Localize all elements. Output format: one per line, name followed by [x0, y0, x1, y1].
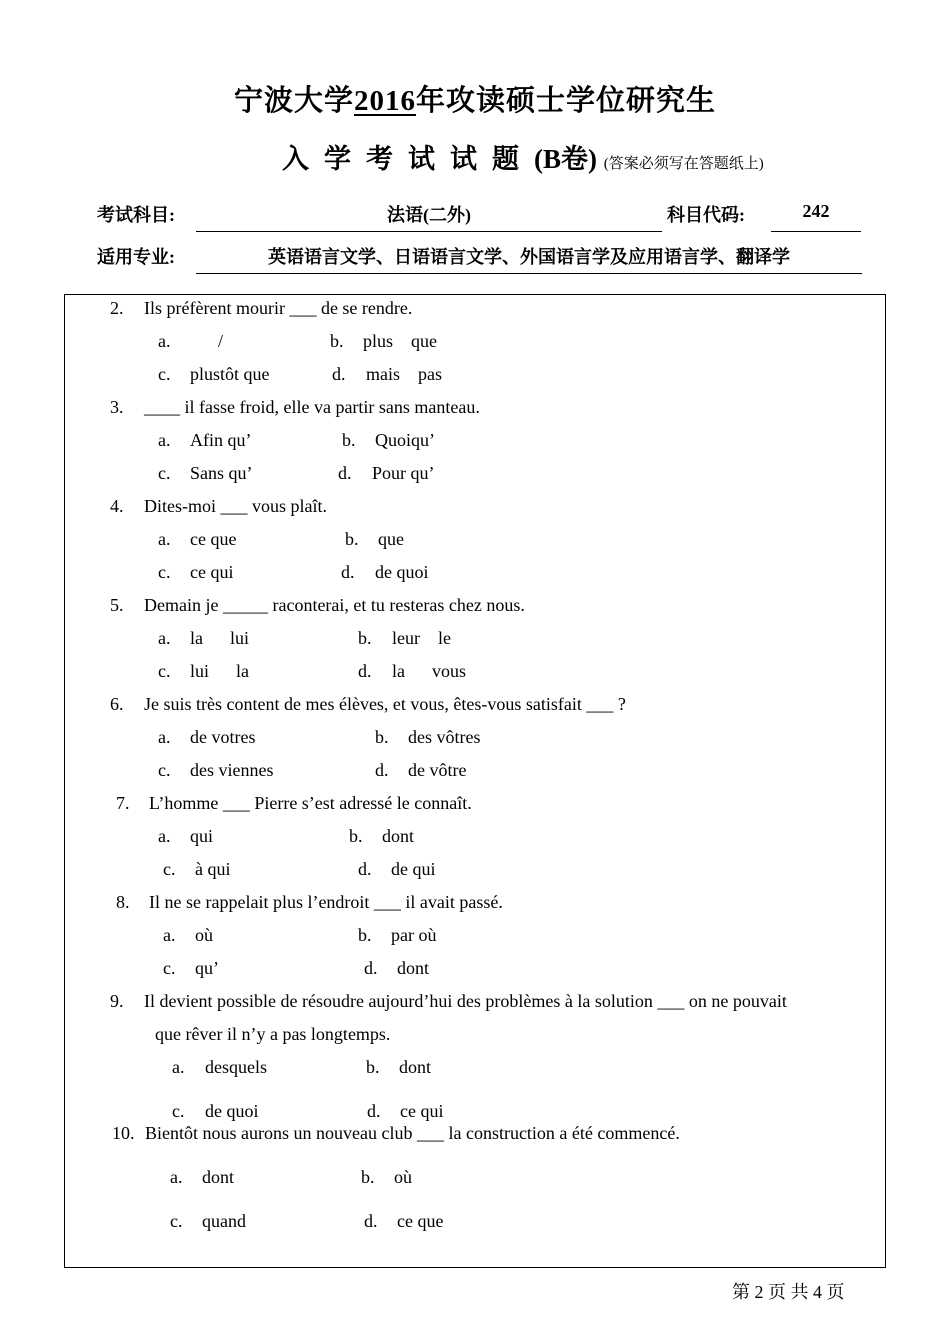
option-letter: c.	[170, 1211, 183, 1231]
option-text: dont	[397, 958, 430, 978]
option-text: de qui	[391, 859, 436, 879]
option-text: lui la	[190, 661, 249, 681]
question-text: Bientôt nous aurons un nouveau club ___ la construction a été commencé.	[145, 1123, 680, 1143]
question-number: 5.	[110, 595, 124, 615]
option-text: des viennes	[190, 760, 274, 780]
option-letter: a.	[163, 925, 176, 945]
option-letter: d.	[358, 661, 372, 681]
option-letter: c.	[163, 859, 176, 879]
title-suffix: 年攻读硕士学位研究生	[416, 85, 717, 117]
option-text: ce que	[190, 529, 237, 549]
option-text: Afin qu’	[190, 430, 252, 450]
option-letter: c.	[158, 661, 171, 681]
code-label: 科目代码:	[667, 205, 745, 225]
option-letter: c.	[158, 463, 171, 483]
option-text: que	[378, 529, 404, 549]
exam-title	[0, 78, 950, 119]
question-number: 8.	[116, 892, 130, 912]
option-letter: a.	[158, 826, 171, 846]
option-text: leur le	[392, 628, 451, 648]
option-text: plustôt que	[190, 364, 270, 384]
option-letter: b.	[358, 925, 372, 945]
option-text: qu’	[195, 958, 219, 978]
major-label: 适用专业:	[97, 247, 175, 267]
option-letter: d.	[364, 1211, 378, 1231]
question-text: L’homme ___ Pierre s’est adressé le connaît.	[149, 793, 472, 813]
question-number: 9.	[110, 991, 124, 1011]
question-text: ____ il fasse froid, elle va partir sans manteau.	[144, 397, 480, 417]
option-letter: c.	[163, 958, 176, 978]
option-letter: a.	[158, 628, 171, 648]
question-text: Je suis très content de mes élèves, et vous, êtes-vous satisfait ___ ?	[144, 694, 626, 714]
subject-value: 法语(二外)	[387, 205, 471, 225]
option-letter: c.	[172, 1101, 185, 1121]
option-letter: b.	[361, 1167, 375, 1187]
question-text: Il ne se rappelait plus l’endroit ___ il avait passé.	[149, 892, 503, 912]
option-text: quand	[202, 1211, 246, 1231]
option-text: plus que	[363, 331, 437, 351]
option-letter: c.	[158, 760, 171, 780]
question-number: 4.	[110, 496, 124, 516]
option-letter: d.	[367, 1101, 381, 1121]
option-letter: d.	[338, 463, 352, 483]
option-letter: b.	[366, 1057, 380, 1077]
question-text: Demain je _____ raconterai, et tu resteras chez nous.	[144, 595, 525, 615]
option-letter: b.	[349, 826, 363, 846]
option-letter: d.	[358, 859, 372, 879]
option-text: la vous	[392, 661, 466, 681]
option-text: des vôtres	[408, 727, 481, 747]
option-letter: b.	[330, 331, 344, 351]
option-text: desquels	[205, 1057, 267, 1077]
paper-type: (B卷)	[534, 144, 597, 174]
option-text: de quoi	[205, 1101, 259, 1121]
option-text: dont	[399, 1057, 432, 1077]
option-letter: a.	[158, 529, 171, 549]
option-text: où	[394, 1167, 412, 1187]
option-text: qui	[190, 826, 214, 846]
question-text-continued: que rêver il n’y a pas longtemps.	[155, 1024, 391, 1044]
option-text: où	[195, 925, 213, 945]
option-letter: a.	[158, 430, 171, 450]
option-text: /	[218, 331, 224, 351]
code-underline	[771, 231, 861, 232]
question-number: 3.	[110, 397, 124, 417]
option-text: mais pas	[366, 364, 442, 384]
option-text: dont	[382, 826, 415, 846]
option-letter: b.	[345, 529, 359, 549]
question-number: 7.	[116, 793, 130, 813]
option-letter: a.	[158, 727, 171, 747]
option-text: de votres	[190, 727, 256, 747]
exam-subtitle	[282, 137, 764, 176]
question-number: 6.	[110, 694, 124, 714]
option-letter: d.	[332, 364, 346, 384]
code-value: 242	[802, 201, 830, 221]
option-text: de vôtre	[408, 760, 467, 780]
option-letter: a.	[158, 331, 171, 351]
question-text: Il devient possible de résoudre aujourd’hui des problèmes à la solution ___ on ne pouvait	[144, 991, 787, 1011]
option-text: par où	[391, 925, 437, 945]
option-letter: b.	[358, 628, 372, 648]
option-text: Pour qu’	[372, 463, 435, 483]
major-value: 英语语言文学、日语语言文学、外国语言学及应用语言学、翻译学	[268, 247, 790, 267]
major-underline	[196, 273, 862, 274]
question-box	[64, 294, 886, 1268]
option-text: Quoiqu’	[375, 430, 435, 450]
option-text: ce que	[397, 1211, 444, 1231]
subject-underline	[196, 231, 662, 232]
option-letter: a.	[170, 1167, 183, 1187]
subtitle-text: 入学考试试题	[282, 144, 534, 174]
question-text: Dites-moi ___ vous plaît.	[144, 496, 327, 516]
page-number: 第 2 页 共 4 页	[732, 1282, 845, 1302]
option-letter: d.	[375, 760, 389, 780]
option-text: la lui	[190, 628, 249, 648]
answer-note: (答案必须写在答题纸上)	[603, 156, 764, 172]
option-text: Sans qu’	[190, 463, 253, 483]
subject-label: 考试科目:	[97, 205, 175, 225]
title-year: 2016	[354, 85, 416, 117]
option-text: à qui	[195, 859, 231, 879]
option-letter: b.	[375, 727, 389, 747]
option-text: dont	[202, 1167, 235, 1187]
question-text: Ils préfèrent mourir ___ de se rendre.	[144, 298, 413, 318]
option-letter: c.	[158, 364, 171, 384]
question-number: 10.	[112, 1123, 135, 1143]
option-letter: d.	[341, 562, 355, 582]
option-letter: d.	[364, 958, 378, 978]
option-letter: c.	[158, 562, 171, 582]
option-text: ce qui	[400, 1101, 444, 1121]
option-text: de quoi	[375, 562, 429, 582]
title-prefix: 宁波大学	[233, 85, 354, 117]
option-text: ce qui	[190, 562, 234, 582]
question-number: 2.	[110, 298, 124, 318]
option-letter: b.	[342, 430, 356, 450]
option-letter: a.	[172, 1057, 185, 1077]
